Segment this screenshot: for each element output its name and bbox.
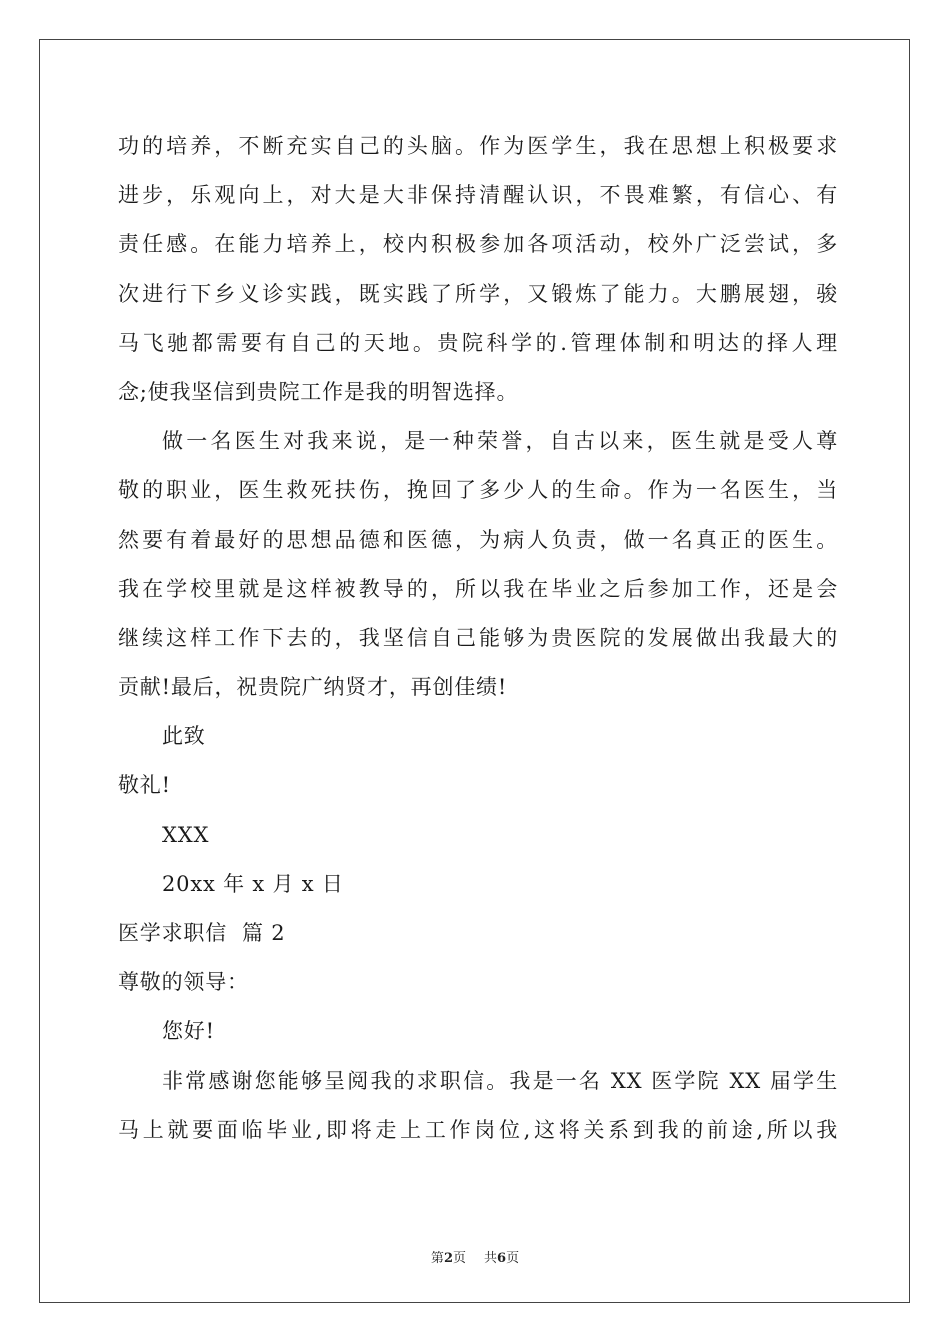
text-line: 我在学校里就是这样被教导的，所以我在毕业之后参加工作，还是会	[118, 576, 838, 601]
text-line: 责任感。在能力培养上，校内积极参加各项活动，校外广泛尝试，多	[118, 232, 838, 257]
hello: 您好!	[162, 1019, 215, 1044]
salute: 敬礼!	[118, 773, 171, 798]
page-footer	[0, 1247, 950, 1266]
total-prefix: 共	[484, 1251, 498, 1266]
page-prefix: 第	[430, 1251, 444, 1266]
text-line: 马飞驰都需要有自己的天地。贵院科学的.管理体制和明达的择人理	[118, 330, 838, 355]
text-line: 马上就要面临毕业,即将走上工作岗位,这将关系到我的前途,所以我	[118, 1117, 838, 1142]
text-line: 做一名医生对我来说，是一种荣誉，自古以来，医生就是受人尊	[162, 429, 838, 454]
text-line: 继续这样工作下去的，我坚信自己能够为贵医院的发展做出我最大的	[118, 625, 838, 650]
page-current: 2	[443, 1251, 453, 1266]
document-body	[118, 122, 838, 1155]
text-line: 然要有着最好的思想品德和医德，为病人负责，做一名真正的医生。	[118, 527, 838, 552]
text-line: 贡献!最后，祝贵院广纳贤才，再创佳绩!	[118, 675, 508, 700]
page-suffix: 页	[452, 1251, 466, 1266]
greeting: 尊敬的领导：	[118, 970, 249, 995]
date: 20xx 年 x 月 x 日	[162, 871, 344, 896]
text-line: 非常感谢您能够呈阅我的求职信。我是一名 XX 医学院 XX 届学生	[162, 1068, 838, 1093]
paragraph-3	[118, 1057, 838, 1155]
paragraph-2	[118, 417, 838, 712]
text-line: 次进行下乡义诊实践，既实践了所学，又锻炼了能力。大鹏展翅，骏	[118, 281, 838, 306]
signature: XXX	[162, 822, 210, 847]
total-suffix: 页	[506, 1251, 520, 1266]
text-line: 进步，乐观向上，对大是大非保持清醒认识，不畏难繁，有信心、有	[118, 183, 838, 208]
text-line: 功的培养，不断充实自己的头脑。作为医学生，我在思想上积极要求	[118, 134, 838, 158]
section-title: 医学求职信 篇 2	[118, 921, 286, 945]
page-total: 6	[497, 1251, 507, 1266]
text-line: 念;使我坚信到贵院工作是我的明智选择。	[118, 379, 519, 404]
paragraph-1	[118, 122, 838, 417]
closing-phrase: 此致	[162, 724, 206, 749]
text-line: 敬的职业，医生救死扶伤，挽回了多少人的生命。作为一名医生，当	[118, 478, 838, 503]
